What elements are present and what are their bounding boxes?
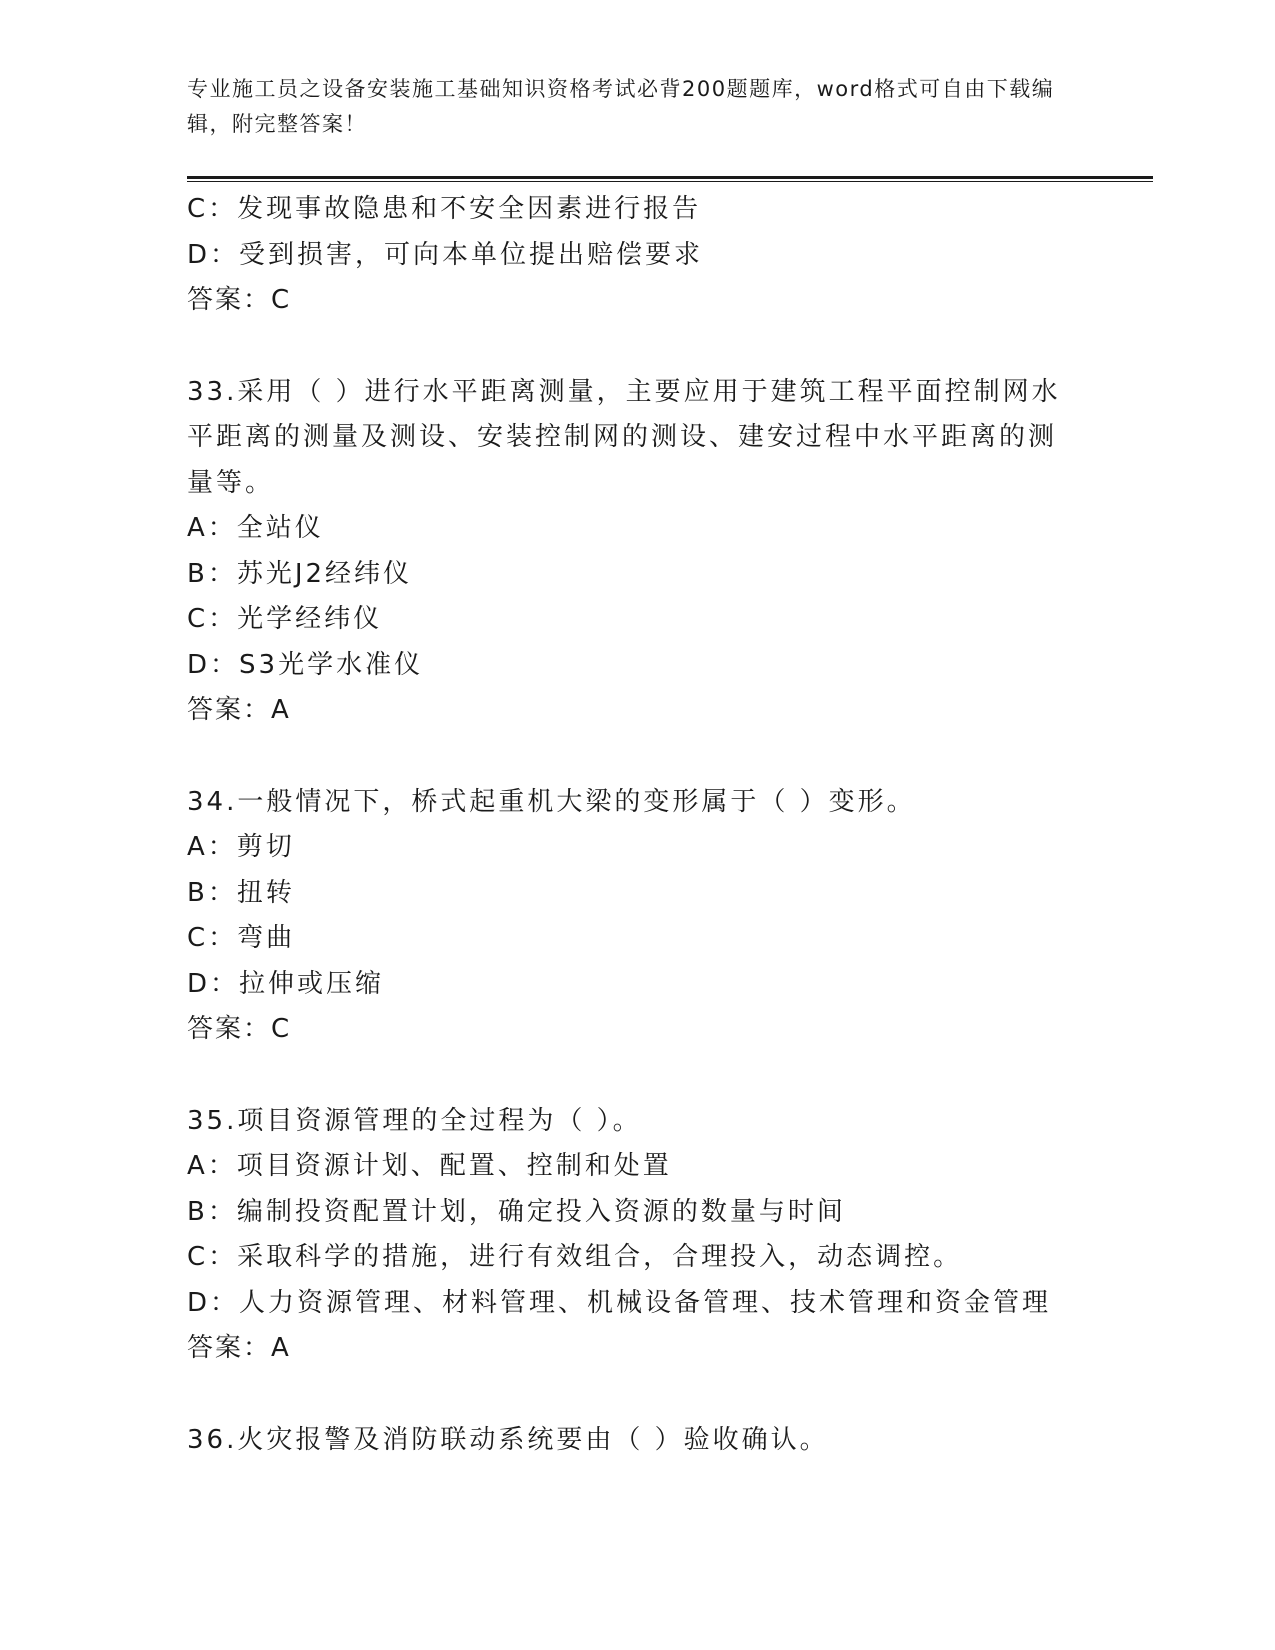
option-b: B：苏光J2经纬仪	[187, 558, 413, 589]
answer-line: 答案：C	[187, 1014, 292, 1044]
question-stem: 34.一般情况下，桥式起重机大梁的变形属于（ ）变形。	[187, 786, 916, 817]
question-list	[187, 187, 1087, 1463]
spacer	[187, 1053, 1087, 1099]
header-divider-thin	[187, 181, 1153, 182]
option-c: C：发现事故隐患和不安全因素进行报告	[187, 194, 702, 224]
option-c: C：弯曲	[187, 923, 296, 953]
option-b: B：扭转	[187, 877, 295, 908]
answer-line: 答案：A	[187, 695, 291, 725]
option-c: C：采取科学的措施，进行有效组合，合理投入，动态调控。	[187, 1242, 963, 1272]
option-d: D：受到损害，可向本单位提出赔偿要求	[187, 239, 704, 270]
question-34	[187, 780, 1087, 1053]
option-a: A：项目资源计划、配置、控制和处置	[187, 1151, 672, 1181]
question-continued	[187, 187, 1087, 324]
option-a: A：剪切	[187, 832, 295, 862]
question-33	[187, 370, 1087, 734]
spacer	[187, 734, 1087, 780]
document-header: 专业施工员之设备安装施工基础知识资格考试必背200题题库，word格式可自由下载编辑，附完整答案！	[187, 77, 1055, 136]
spacer	[187, 324, 1087, 370]
header-divider-thick	[187, 176, 1153, 179]
option-a: A：全站仪	[187, 513, 324, 543]
question-35	[187, 1099, 1087, 1372]
option-b: B：编制投资配置计划，确定投入资源的数量与时间	[187, 1196, 846, 1227]
answer-line: 答案：A	[187, 1333, 291, 1363]
question-stem: 33.采用（ ）进行水平距离测量，主要应用于建筑工程平面控制网水平距离的测量及测设、安装控制网的测设、建安过程中水平距离的测量等。	[187, 376, 1061, 498]
question-36	[187, 1418, 1087, 1464]
answer-line: 答案：C	[187, 285, 292, 315]
option-d: D：拉伸或压缩	[187, 968, 385, 999]
question-stem: 35.项目资源管理的全过程为（ ）。	[187, 1105, 642, 1136]
option-c: C：光学经纬仪	[187, 604, 383, 634]
option-d: D：人力资源管理、材料管理、机械设备管理、技术管理和资金管理	[187, 1287, 1052, 1318]
spacer	[187, 1372, 1087, 1418]
option-d: D：S3光学水准仪	[187, 649, 424, 680]
question-stem: 36.火灾报警及消防联动系统要由（ ）验收确认。	[187, 1424, 829, 1455]
